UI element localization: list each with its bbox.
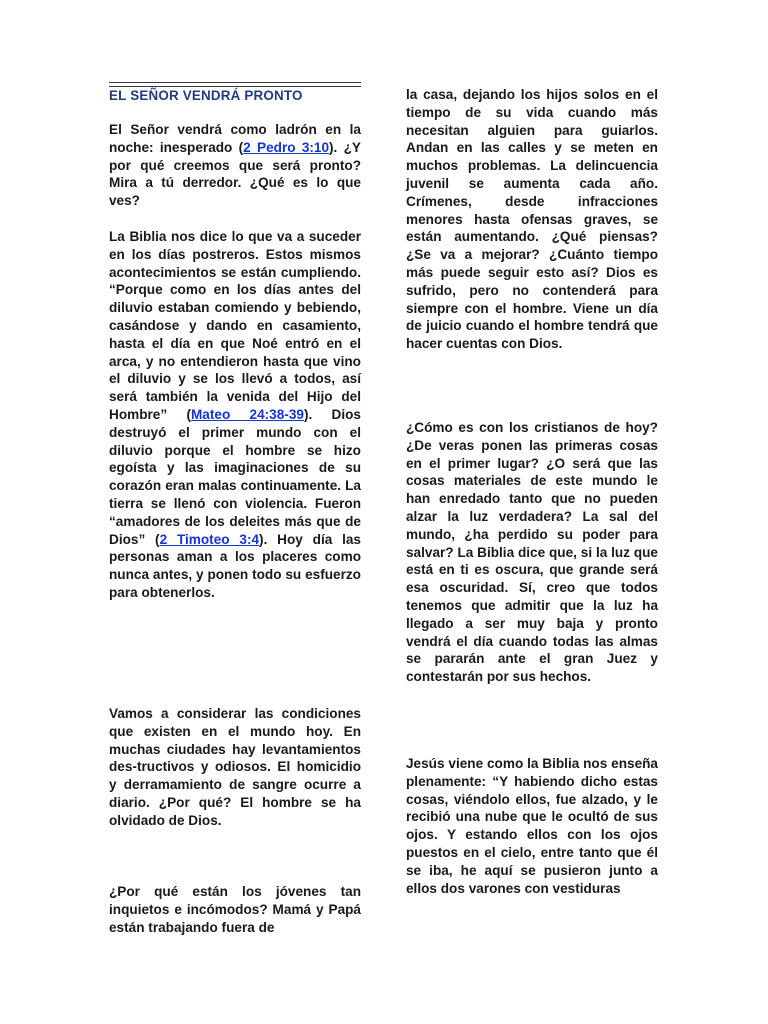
paragraph-2-text-c: ). Hoy día las personas aman a los placeres como nunca antes, y ponen todo su esfuerzo para obtenerlos. [109,531,361,600]
link-2-pedro-3-10[interactable]: 2 Pedro 3:10 [243,139,330,155]
paragraph-3: Vamos a considerar las condiciones que existen en el mundo hoy. En muchas ciudades hay levantamientos des-tructivos y odiosos. El homicidio y derramamiento de sangre ocurre a diario. ¿Por qué? El hombre se ha olvidado de Dios. [109,706,361,828]
paragraph-2-text-a: La Biblia nos dice lo que va a suceder en los días postreros. Estos mismos acontecimientos se están cumpliendo. “Porque como en los días antes del diluvio estaban comiendo y bebiendo, casándose y dando en casamiento, hasta el día en que Noé entró en el arca, y no entendieron hasta que vino el diluvio y se los llevó a todos, así será también la venida del Hijo del Hombre” ( [109,229,361,422]
paragraph-1-text-b: ). ¿Y por qué creemos que será pronto? Mira a tú derredor. ¿Qué es lo que ves? [109,139,361,209]
paragraph-1 [109,121,361,210]
link-mateo-24-38-39[interactable]: Mateo 24:38-39 [190,406,304,422]
paragraph-6: ¿Cómo es con los cristianos de hoy? ¿De veras ponen las primeras cosas en el primer lugar? ¿O será que las cosas materiales de este mundo le han enredado tanto que no pueden alzar la luz verdadera? La sal del mundo, ¿ha perdido su poder para salvar? La Biblia dice que, si la luz que está en ti es oscura, que grande será esa oscuridad. Sí, creo que todos tenemos que admitir que la luz ha llegado a ser muy baja y pronto vendrá el día cuando todas las almas se pararán ante el gran Juez y contestarán por sus hechos. [406,420,658,685]
link-2-timoteo-3-4[interactable]: 2 Timoteo 3:4 [159,531,260,547]
paragraph-2-text-b: ). Dios destruyó el primer mundo con el diluvio porque el hombre se hizo egoísta y las imaginaciones de su corazón eran malas continuamente. La tierra se llenó con violencia. Fueron “amadores de los deleites más que de Dios” ( [109,406,361,547]
paragraph-4: ¿Por qué están los jóvenes tan inquietos e incómodos? Mamá y Papá están trabajando fuera de [109,884,361,935]
paragraph-5: la casa, dejando los hijos solos en el tiempo de su vida cuando más necesitan alguien para guiarlos. Andan en las calles y se meten en muchos problemas. La delincuencia juvenil se aumenta cada año. Crímenes, desde infracciones menores hasta ofensas graves, se están aumentando. ¿Qué piensas? ¿Se va a mejorar? ¿Cuánto tiempo más puede seguir esto así? Dios es sufrido, pero no contenderá para siempre con el hombre. Viene un día de juicio cuando el hombre tendrá que hacer cuentas con Dios. [406,87,658,352]
top-rule [109,82,361,83]
paragraph-2 [109,228,361,602]
paragraph-7: Jesús viene como la Biblia nos enseña plenamente: “Y habiendo dicho estas cosas, viéndolo ellos, fue alzado, y le recibió una nube que le ocultó de sus ojos. Y estando ellos con los ojos puestos en el cielo, entre tanto que él se iba, he aquí se pusieron junto a ellos dos varones con vestiduras [406,756,658,896]
paragraph-1-text-a: El Señor vendrá como ladrón en la noche: inesperado ( [109,122,361,155]
article-title: EL SEÑOR VENDRÁ PRONTO [109,88,303,103]
